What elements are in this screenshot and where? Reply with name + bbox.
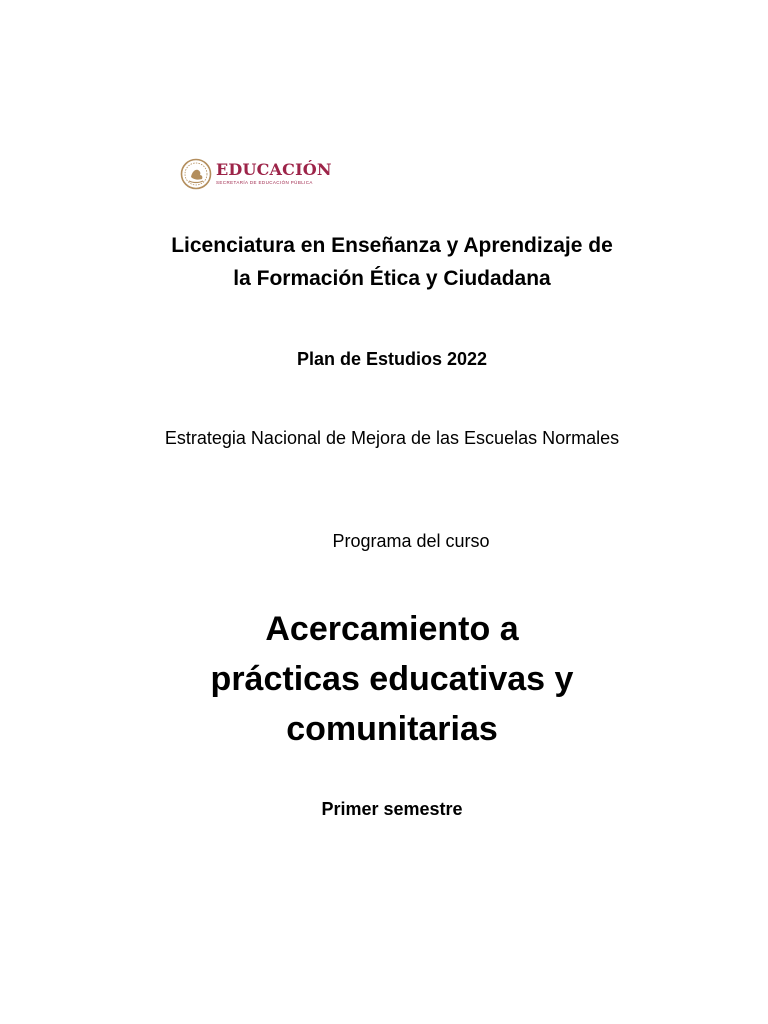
- plan-title: Plan de Estudios 2022: [296, 349, 488, 369]
- mexico-emblem-icon: [180, 158, 212, 190]
- sep-logo: [180, 154, 340, 194]
- degree-title: Licenciatura en Enseñanza y Aprendizaje de la Formación Ética y Ciudadana: [171, 234, 613, 290]
- strategy-title: Estrategia Nacional de Mejora de las Escuelas Normales: [164, 428, 620, 448]
- logo-wordmark: EDUCACIÓN: [216, 160, 332, 180]
- logo-subtitle: SECRETARÍA DE EDUCACIÓN PÚBLICA: [216, 180, 313, 186]
- semester-label: Primer semestre: [321, 799, 463, 819]
- course-title: Acercamiento a prácticas educativas y comunitarias: [210, 610, 574, 748]
- program-label: Programa del curso: [332, 531, 490, 551]
